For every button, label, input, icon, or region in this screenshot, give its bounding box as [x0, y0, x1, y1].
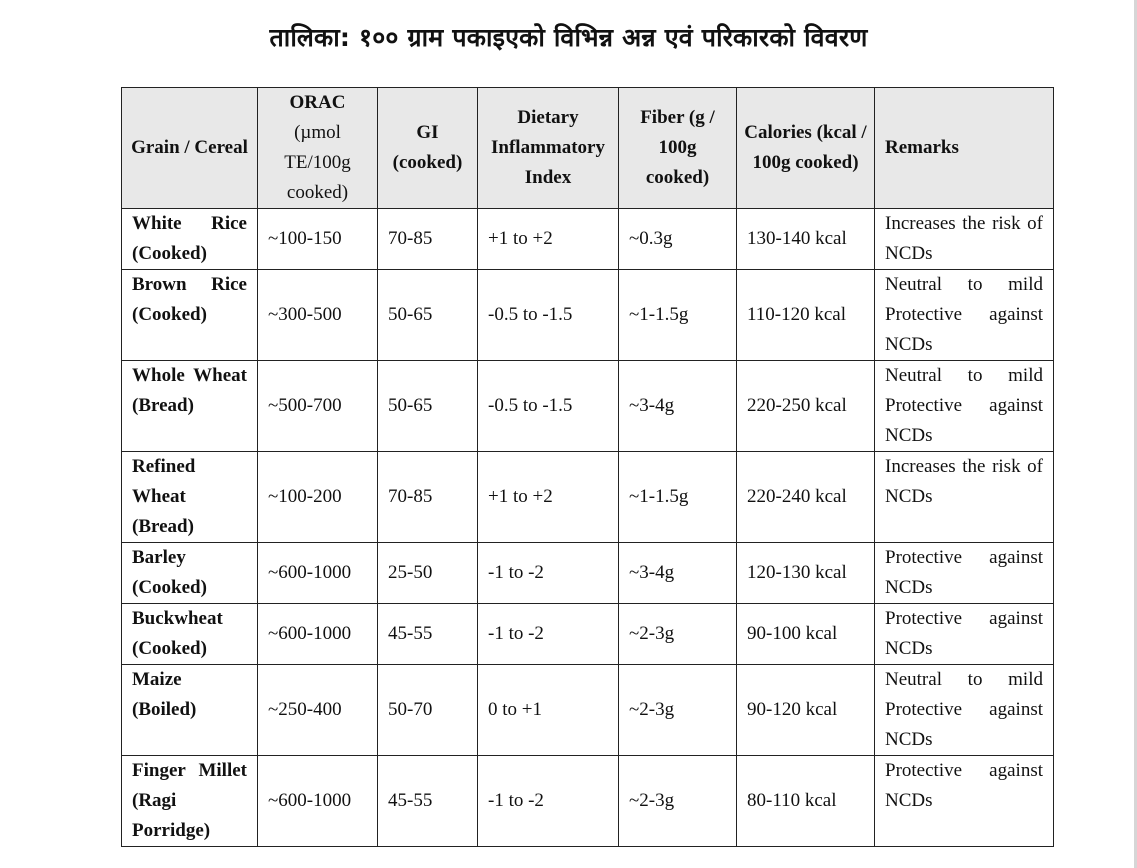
table-row [122, 209, 1054, 270]
header-calories: Calories (kcal / 100g cooked) [737, 88, 875, 209]
header-gi: GI (cooked) [378, 88, 478, 209]
cell-calories: 130-140 kcal [737, 209, 875, 270]
cell-calories: 80-110 kcal [737, 756, 875, 847]
table-body [122, 209, 1054, 847]
cell-fiber: ~2-3g [619, 665, 737, 756]
table-row [122, 665, 1054, 756]
cell-gi: 70-85 [378, 209, 478, 270]
cell-remarks: Increases the risk of NCDs [875, 452, 1054, 543]
cell-grain: Buckwheat (Cooked) [122, 604, 258, 665]
cell-fiber: ~3-4g [619, 543, 737, 604]
cell-orac: ~500-700 [258, 361, 378, 452]
cell-remarks: Neutral to mild Protective against NCDs [875, 270, 1054, 361]
cell-calories: 110-120 kcal [737, 270, 875, 361]
table-row [122, 543, 1054, 604]
header-grain: Grain / Cereal [122, 88, 258, 209]
table-row [122, 452, 1054, 543]
cell-fiber: ~0.3g [619, 209, 737, 270]
header-fiber: Fiber (g / 100g cooked) [619, 88, 737, 209]
cell-remarks: Protective against NCDs [875, 756, 1054, 847]
cell-orac: ~600-1000 [258, 604, 378, 665]
table-row [122, 270, 1054, 361]
cell-gi: 25-50 [378, 543, 478, 604]
cell-grain: Barley (Cooked) [122, 543, 258, 604]
cell-calories: 90-120 kcal [737, 665, 875, 756]
table-header-row [122, 88, 1054, 209]
table-row [122, 604, 1054, 665]
cell-orac: ~600-1000 [258, 543, 378, 604]
cell-calories: 90-100 kcal [737, 604, 875, 665]
table-row [122, 361, 1054, 452]
cell-gi: 50-65 [378, 361, 478, 452]
cell-remarks: Protective against NCDs [875, 543, 1054, 604]
cell-orac: ~300-500 [258, 270, 378, 361]
cell-dii: 0 to +1 [478, 665, 619, 756]
cell-remarks: Neutral to mild Protective against NCDs [875, 361, 1054, 452]
cell-dii: +1 to +2 [478, 209, 619, 270]
cell-dii: -0.5 to -1.5 [478, 361, 619, 452]
nutrition-table [121, 87, 1054, 847]
cell-grain: Maize (Boiled) [122, 665, 258, 756]
cell-grain: Brown Rice (Cooked) [122, 270, 258, 361]
cell-dii: -1 to -2 [478, 543, 619, 604]
cell-calories: 220-250 kcal [737, 361, 875, 452]
cell-orac: ~250-400 [258, 665, 378, 756]
cell-fiber: ~3-4g [619, 361, 737, 452]
cell-grain: Refined Wheat (Bread) [122, 452, 258, 543]
header-orac: ORAC (µmol TE/100g cooked) [258, 88, 378, 209]
cell-fiber: ~2-3g [619, 756, 737, 847]
cell-dii: -1 to -2 [478, 604, 619, 665]
cell-orac: ~600-1000 [258, 756, 378, 847]
cell-dii: +1 to +2 [478, 452, 619, 543]
cell-gi: 45-55 [378, 604, 478, 665]
cell-orac: ~100-150 [258, 209, 378, 270]
header-orac-unit: (µmol TE/100g cooked) [284, 122, 351, 203]
cell-calories: 220-240 kcal [737, 452, 875, 543]
cell-dii: -0.5 to -1.5 [478, 270, 619, 361]
cell-calories: 120-130 kcal [737, 543, 875, 604]
header-dii: Dietary Inflammatory Index [478, 88, 619, 209]
cell-fiber: ~1-1.5g [619, 270, 737, 361]
cell-grain: Finger Millet (Ragi Porridge) [122, 756, 258, 847]
header-remarks: Remarks [875, 88, 1054, 209]
cell-fiber: ~2-3g [619, 604, 737, 665]
cell-remarks: Neutral to mild Protective against NCDs [875, 665, 1054, 756]
cell-gi: 70-85 [378, 452, 478, 543]
cell-orac: ~100-200 [258, 452, 378, 543]
cell-remarks: Protective against NCDs [875, 604, 1054, 665]
table-row [122, 756, 1054, 847]
page-title: तालिका: १०० ग्राम पकाइएको विभिन्न अन्न एवं परिकारको विवरण [269, 23, 868, 52]
cell-fiber: ~1-1.5g [619, 452, 737, 543]
cell-gi: 50-70 [378, 665, 478, 756]
cell-grain: Whole Wheat (Bread) [122, 361, 258, 452]
cell-gi: 45-55 [378, 756, 478, 847]
cell-dii: -1 to -2 [478, 756, 619, 847]
cell-grain: White Rice (Cooked) [122, 209, 258, 270]
cell-gi: 50-65 [378, 270, 478, 361]
cell-remarks: Increases the risk of NCDs [875, 209, 1054, 270]
